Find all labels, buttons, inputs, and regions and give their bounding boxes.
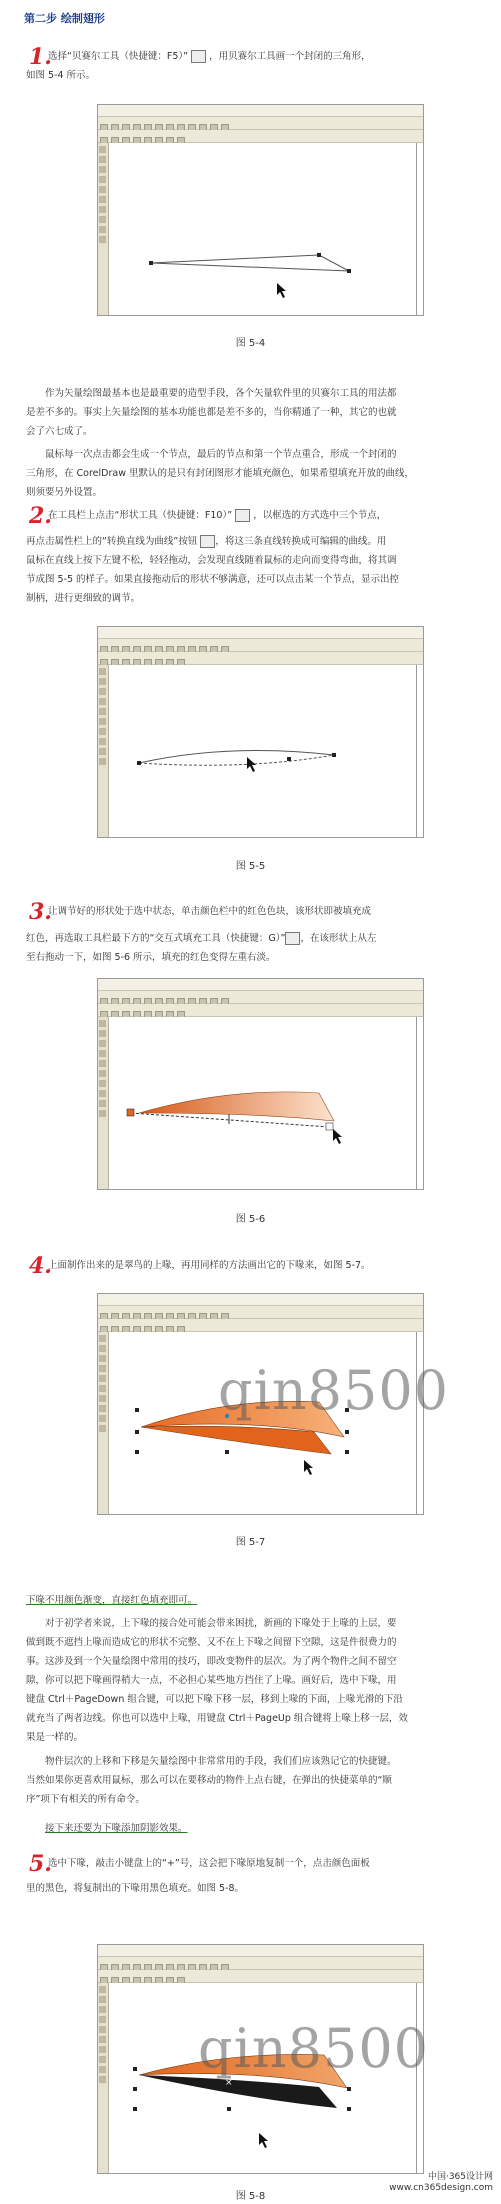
site-logo bbox=[389, 2172, 493, 2194]
toolbox bbox=[98, 143, 109, 315]
screenshot-fig-5-4 bbox=[97, 104, 424, 316]
step-5-number: 5. bbox=[29, 1851, 52, 1877]
standard-toolbar bbox=[98, 1957, 423, 1970]
paragraph-4: 对于初学者来说，上下喙的接合处可能会带来困扰，新画的下喙处于上喙的上层，要 做到既不遮挡上喙而造成它的形状不完整、又不在上下喙之间留下空隙，这是件很费力的 事。这涉及到一个矢量绘图中常用的技巧，即改变物件的层次。为了两个物件之间不留空 隙，你可以把下喙画得稍大一点，不必担心某些地方挡住了上喙。画好后，选中下喙，用 键盘 Ctrl＋PageDown 组合键，可以把下喙下移一层，移到上喙的下面，上喙光滑的下沿 就充当了两者边线。你也可以选中上喙，用键盘 Ctrl＋PageUp 组合键将上喙上移一层，效 果是一样的。 bbox=[26, 1618, 408, 1743]
beak-gradient-drawing bbox=[109, 1017, 416, 1189]
toolbox bbox=[98, 1332, 109, 1514]
step-1-text-c: 如图 5-4 所示。 bbox=[26, 70, 96, 81]
drawing-canvas bbox=[109, 1017, 416, 1189]
site-name: 中国·365设计网 bbox=[427, 2172, 493, 2182]
convert-line-to-curve-icon bbox=[200, 535, 215, 548]
caption-fig-5-8: 图 5-8 bbox=[235, 2191, 266, 2202]
color-palette bbox=[416, 143, 423, 315]
menu-bar bbox=[98, 979, 423, 991]
step-3-body: 红色，再选取工具栏最下方的“交互式填充工具（快捷键：G）” ，在该形状上从左 至右拖动一下，如图 5-6 所示，填充的红色变得左重右淡。 bbox=[26, 933, 377, 963]
property-bar bbox=[98, 1970, 423, 1983]
property-bar bbox=[98, 652, 423, 665]
step-1-number: 1. bbox=[29, 44, 52, 70]
watermark: qin8500 bbox=[218, 1359, 450, 1422]
watermark: qin8500 bbox=[198, 2017, 430, 2080]
standard-toolbar bbox=[98, 1306, 423, 1319]
step-5-text: 选中下喙，敲击小键盘上的“+”号，这会把下喙原地复制一个，点击颜色面板 bbox=[48, 1858, 370, 1869]
interactive-fill-tool-icon bbox=[285, 932, 300, 945]
drawing-canvas bbox=[109, 143, 416, 315]
caption-fig-5-6: 图 5-6 bbox=[235, 1214, 266, 1225]
paragraph-3: 下喙不用颜色渐变，直接红色填充即可。 bbox=[26, 1595, 198, 1606]
standard-toolbar bbox=[98, 639, 423, 652]
step-2-text bbox=[48, 506, 386, 525]
curve-drawing bbox=[109, 665, 416, 837]
property-bar bbox=[98, 1004, 423, 1017]
toolbox bbox=[98, 665, 109, 837]
screenshot-fig-5-6 bbox=[97, 978, 424, 1190]
property-bar bbox=[98, 1319, 423, 1332]
step-2-text-a: 在工具栏上点击“形状工具（快捷键：F10）” bbox=[48, 510, 233, 521]
standard-toolbar bbox=[98, 991, 423, 1004]
paragraph-1: 作为矢量绘图最基本也是最重要的造型手段，各个矢量软件里的贝赛尔工具的用法都 是差不多的。事实上矢量绘图的基本功能也都是差不多的，当你精通了一种，其它的也就 会了六七成了。 bbox=[26, 388, 397, 437]
section-title: 第二步 绘制翅形 bbox=[24, 12, 105, 25]
site-url: www.cn365design.com bbox=[389, 2183, 493, 2193]
caption-fig-5-4: 图 5-4 bbox=[235, 338, 266, 349]
menu-bar bbox=[98, 1294, 423, 1306]
color-palette bbox=[416, 1017, 423, 1189]
caption-fig-5-5: 图 5-5 bbox=[235, 861, 266, 872]
bezier-tool-icon bbox=[191, 50, 206, 63]
triangle-drawing bbox=[109, 143, 416, 315]
step-4-number: 4. bbox=[29, 1253, 52, 1279]
step-5-text-b: 里的黑色，将复制出的下喙用黑色填充。如图 5-8。 bbox=[26, 1883, 245, 1894]
menu-bar bbox=[98, 627, 423, 639]
step-3-text: 让调节好的形状处于选中状态，单击颜色栏中的红色色块，该形状即被填充成 bbox=[48, 906, 372, 917]
caption-fig-5-7: 图 5-7 bbox=[235, 1537, 266, 1548]
step-4-text: 上面制作出来的是翠鸟的上喙，再用同样的方法画出它的下喙来，如图 5-7。 bbox=[48, 1260, 371, 1271]
paragraph-5: 物件层次的上移和下移是矢量绘图中非常常用的手段，我们们应该熟记它的快捷键。 当然如果你更喜欢用鼠标，那么可以在要移动的物件上点右键，在弹出的快捷菜单的“顺 序”项下有相关的所有命令。 bbox=[26, 1756, 397, 1805]
menu-bar bbox=[98, 105, 423, 117]
step-1-text-b: ，用贝赛尔工具画一个封闭的三角形， bbox=[209, 51, 371, 62]
standard-toolbar bbox=[98, 117, 423, 130]
property-bar bbox=[98, 130, 423, 143]
screenshot-fig-5-8 bbox=[97, 1944, 430, 2174]
paragraph-6: 接下来还要为下喙添加阴影效果。 bbox=[45, 1823, 188, 1834]
step-3-number: 3. bbox=[29, 899, 52, 925]
step-1-text-a: 选择“贝赛尔工具（快捷键：F5）” bbox=[48, 51, 189, 62]
screenshot-fig-5-7 bbox=[97, 1293, 450, 1515]
menu-bar bbox=[98, 1945, 423, 1957]
drawing-canvas bbox=[109, 665, 416, 837]
screenshot-fig-5-5 bbox=[97, 626, 424, 838]
color-palette bbox=[416, 665, 423, 837]
step-1-text bbox=[48, 47, 371, 66]
step-2-body: 再点击属性栏上的“转换直线为曲线”按钮 ，将这三条直线转换成可编辑的曲线。用 鼠标在直线上按下左键不松，轻轻拖动，会发现直线随着鼠标的走向而变得弯曲，将其调 节成图 5-5 的样子。如果直接拖动后的形状不够满意，还可以点击某一个节点，显示出控 制柄，进行更细致的调节。 bbox=[26, 536, 400, 604]
toolbox bbox=[98, 1983, 109, 2173]
step-2-number: 2. bbox=[29, 503, 52, 529]
shape-tool-icon bbox=[235, 509, 250, 522]
paragraph-2: 鼠标每一次点击都会生成一个节点，最后的节点和第一个节点重合，形成一个封闭的 三角形，在 CorelDraw 里默认的是只有封闭图形才能填充颜色，如果希望填充开放的曲线， 则须要另外设置。 bbox=[26, 449, 414, 498]
step-2-text-b: ，以框选的方式选中三个节点， bbox=[253, 510, 387, 521]
toolbox bbox=[98, 1017, 109, 1189]
svg-text:×: × bbox=[225, 2078, 233, 2088]
